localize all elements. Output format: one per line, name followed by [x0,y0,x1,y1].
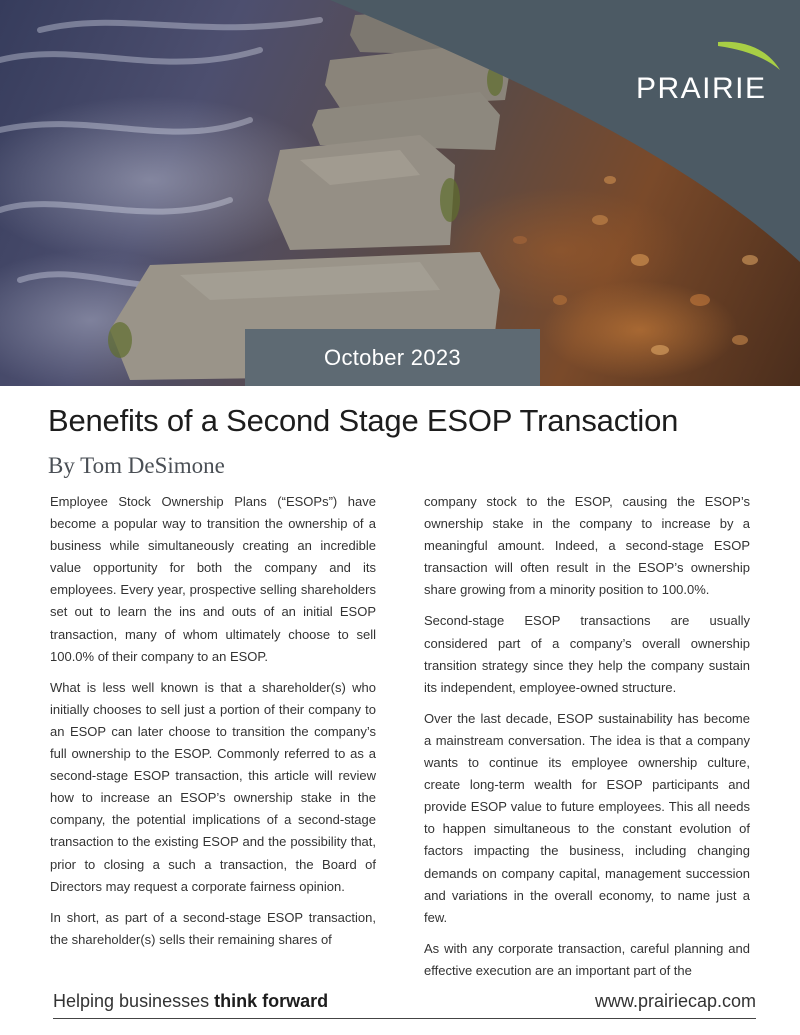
footer-divider [53,1018,756,1019]
paragraph: Second-stage ESOP transactions are usually considered part of a company’s overall ownership transition strategy since they help the company sustain its independent, employee-owned structure. [424,613,750,695]
date-banner [245,329,540,386]
tagline-prefix: Helping businesses [53,991,215,1011]
article-byline: By Tom DeSimone [48,453,225,478]
paragraph: What is less well known is that a shareholder(s) who initially chooses to sell just a portion of their company to an ESOP can later choose to transition the company’s full ownership to the ESOP. Commonly referred to as a second-stage ESOP transaction, this article will review how to increase an ESOP’s ownership stake in the company, the potential implications of a second-stage transaction to the existing ESOP and the possibility that, prior to closing a such a transaction, the Board of Directors may request a corporate fairness opinion. [50,679,376,894]
paragraph: Over the last decade, ESOP sustainability has become a mainstream conversation. The idea is that a company wants to continue its employee ownership culture, create long-term wealth for ESOP participants and provide ESOP value to future employees. This all needs to happen simultaneous to the constant evolution of factors impacting the business, including changing demands on company capital, management succession and variations in the overall economy, to name just a few. [424,710,750,925]
hero-image [0,0,800,386]
paragraph: As with any corporate transaction, careful planning and effective execution are an important part of the [424,940,750,978]
article-title: Benefits of a Second Stage ESOP Transaction [48,403,679,438]
paragraph: In short, as part of a second-stage ESOP transaction, the shareholder(s) sells their remaining shares of [50,909,376,947]
footer-url-link[interactable]: www.prairiecap.com [594,991,756,1011]
month-label: October 2023 [324,344,461,370]
right-column [424,491,750,991]
logo-swoosh-icon [636,36,786,76]
footer-tagline [53,991,328,1012]
prairie-logo[interactable] [636,36,786,116]
paragraph: company stock to the ESOP, causing the ESOP’s ownership stake in the company to increase by a meaningful amount. Indeed, a second-stage ESOP transaction will often result in the ESOP’s ownership share growing from a minority position to 100.0%. [424,494,750,598]
tagline-bold: think forward [214,991,329,1011]
paragraph: Employee Stock Ownership Plans (“ESOPs”) have become a popular way to transition the ownership of a business while simultaneously creating an incredible value opportunity for both the company and its employees. Every year, prospective selling shareholders set out to learn the ins and outs of an initial ESOP transaction, many of whom ultimately choose to sell 100.0% of their company to an ESOP. [50,494,376,664]
logo-text: PRAIRIE [636,72,767,105]
left-column [50,491,376,960]
